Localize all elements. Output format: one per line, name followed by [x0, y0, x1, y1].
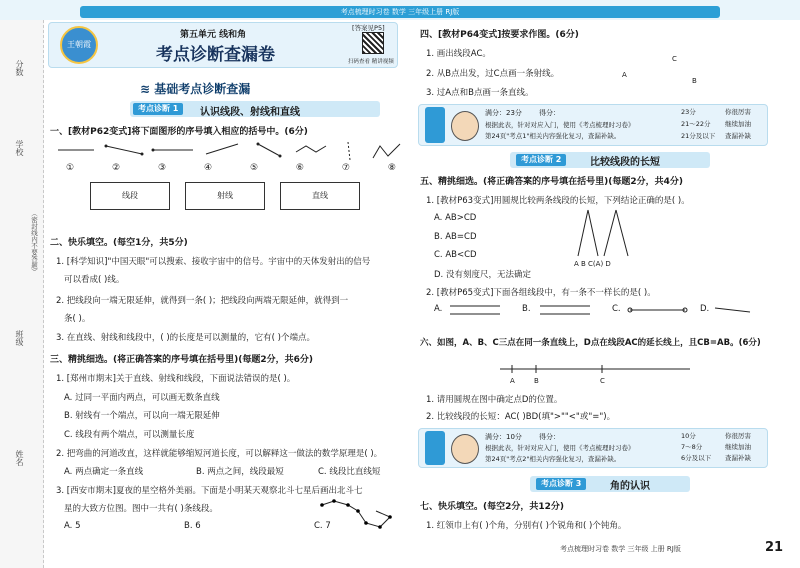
range-2: 21～22分 — [681, 120, 711, 128]
teacher-avatar — [451, 111, 479, 141]
q2-item1: 1. [科学知识]"中国天眼"可以搜索、接收宇宙中的信号。宇宙中的天体发射出的信号 — [56, 257, 371, 267]
q5-item1-d: D. 没有刻度尺，无法确定 — [434, 270, 531, 280]
promo1-text2: 第24页"考点1"相关内容强化复习，查漏补缺。 — [485, 132, 621, 140]
q6-point-b: B — [534, 377, 539, 385]
page-title: 考点诊断查漏卷 — [156, 45, 275, 65]
q5-item1-b: B. AB=CD — [434, 232, 477, 242]
range2-2: 7～8分 — [681, 443, 703, 451]
range-1: 23分 — [681, 108, 696, 116]
q7-item1: 1. 红领巾上有( )个角，分别有( )个锐角和( )个钝角。 — [426, 521, 627, 531]
range2-3: 6分及以下 — [681, 454, 712, 462]
segment-box[interactable]: 线段 — [90, 182, 170, 210]
q3-item3-cont: 星的大致方位图。图中一共有( )条线段。 — [64, 504, 218, 514]
diag2-title: 比较线段的长短 — [590, 157, 660, 168]
q6-item2: 2. 比较线段的长短：AC( )BD(填">""<"或"=")。 — [426, 412, 616, 422]
class-label: 班级 — [15, 330, 24, 346]
comment2-1: 你很厉害 — [725, 432, 751, 440]
ray-box[interactable]: 射线 — [185, 182, 265, 210]
q5-segments-figure — [450, 300, 770, 320]
name-label: 姓名 — [15, 450, 24, 466]
wave-icon: ≋ — [140, 82, 155, 96]
q3-item3: 3. [西安市期末]夏夜的星空格外美丽。下面是小明某天观察北斗七星后画出北斗七 — [56, 486, 363, 496]
q3-item3-a: A. 5 — [64, 521, 81, 531]
score-label: 分数 — [15, 60, 24, 76]
fig5-line — [258, 144, 280, 156]
q2-item2-cont: 条( )。 — [64, 314, 91, 324]
q3-item1-c: C. 线段有两个端点，可以测量长度 — [64, 430, 195, 440]
brand-logo: 王朝霞 — [60, 26, 98, 64]
q5-item1: 1. [教材P63变式]用圆规比较两条线段的长短，下列结论正确的是( )。 — [426, 196, 690, 206]
diag-badge-2 — [425, 431, 445, 465]
promo1-text: 根据此表，针对对应入门，使用《考点梳理时习卷》 — [485, 121, 635, 129]
q5-opt-a: A. — [434, 304, 443, 314]
section-title: ≋ 基础考点诊断查漏 — [140, 82, 251, 96]
page-number: 21 — [765, 540, 784, 555]
promo2-text: 根据此表，针对对应入门，使用《考点梳理时习卷》 — [485, 444, 635, 452]
fig8-line — [373, 144, 400, 158]
q3-item2-b: B. 两点之间，线段最短 — [196, 467, 284, 477]
q3-item2-a: A. 两点确定一条直线 — [64, 467, 144, 477]
q6-point-c: C — [600, 377, 605, 385]
q3-item3-b: B. 6 — [184, 521, 201, 531]
answer-ref: [答案见P5] — [352, 24, 385, 32]
comment2-2: 继续加油 — [725, 443, 751, 451]
q5-item2: 2. [教材P65变式]下面各组线段中，有一条不一样长的是( )。 — [426, 288, 656, 298]
school-label: 学校 — [15, 140, 24, 156]
qr-code[interactable] — [362, 32, 384, 54]
my-score: 得分： — [539, 109, 560, 117]
my-score-2: 得分： — [539, 433, 560, 441]
score-panel-1 — [418, 104, 768, 146]
diag3-title: 角的认识 — [610, 481, 650, 492]
diag2-tag: 考点诊断 2 — [516, 154, 566, 166]
comment2-3: 查漏补缺 — [725, 454, 751, 462]
q5-item1-c: C. AB<CD — [434, 250, 477, 260]
q3-item1: 1. [郑州市期末]关于直线、射线和线段，下面说法错误的是( )。 — [56, 374, 296, 384]
q1-figures — [58, 140, 403, 162]
q4-item2: 2. 从B点出发，过C点画一条射线。 — [426, 69, 560, 79]
full-score: 满分：23分 — [485, 109, 522, 117]
diag1-title: 认识线段、射线和直线 — [200, 107, 300, 118]
q5-opt-d: D. — [700, 304, 710, 314]
q2-item2: 2. 把线段向一端无限延伸，就得到一条( )；把线段向两端无限延伸，就得到一 — [56, 296, 349, 306]
seal-line-note: （密封线内不要答题） — [30, 210, 38, 275]
binding-margin — [0, 20, 44, 568]
big-dipper-figure — [318, 495, 398, 535]
q4-point-b: B — [692, 77, 697, 85]
comment-3: 查漏补缺 — [725, 132, 751, 140]
q4-item1: 1. 画出线段AC。 — [426, 49, 491, 59]
comment-1: 你很厉害 — [725, 108, 751, 116]
fig7-line — [348, 142, 350, 160]
qr-caption: 扫码查看 精讲视频 — [348, 59, 394, 65]
q3-title: 三、精挑细选。(将正确答案的序号填在括号里)(每题2分，共6分) — [50, 355, 313, 365]
q4-item3: 3. 过A点和B点画一条直线。 — [426, 88, 534, 98]
fig4-line — [206, 144, 238, 154]
range2-1: 10分 — [681, 432, 696, 440]
q6-title: 六、如图，A、B、C三点在同一条直线上，D点在线段AC的延长线上，且CB=AB。(6分) — [420, 338, 761, 348]
q7-title: 七、快乐填空。(每空2分，共12分) — [420, 502, 565, 512]
q2-title: 二、快乐填空。(每空1分，共5分) — [50, 238, 188, 248]
q5-opt-b: B. — [522, 304, 531, 314]
q3-item1-a: A. 过同一平面内两点，可以画无数条直线 — [64, 393, 220, 403]
q3-item2: 2. 把弯曲的河道改直，这样就能够缩短河道长度，可以解释这一做法的数学原理是( )。 — [56, 449, 383, 459]
comment-2: 继续加油 — [725, 120, 751, 128]
teacher-avatar-2 — [451, 434, 479, 464]
q4-title: 四、[教材P64变式]按要求作图。(6分) — [420, 30, 579, 40]
promo2-text2: 第24页"考点2"相关内容强化复习，查漏补缺。 — [485, 455, 621, 463]
diag-badge — [425, 107, 445, 143]
q5-title: 五、精挑细选。(将正确答案的序号填在括号里)(每题2分，共4分) — [420, 177, 683, 187]
score-panel-2 — [418, 428, 768, 468]
unit-title: 第五单元 线和角 — [180, 30, 247, 40]
diag3-tag: 考点诊断 3 — [536, 478, 586, 490]
q2-item1-cont: 可以看成( )线。 — [64, 275, 125, 285]
compass-figure — [570, 206, 640, 260]
q4-point-c: C — [672, 55, 677, 63]
q6-line-figure — [500, 362, 690, 376]
range-3: 21分及以下 — [681, 132, 716, 140]
footer-text: 考点梳理时习卷 数学 三年级 上册 RJ版 — [560, 545, 681, 553]
q6-point-a: A — [510, 377, 515, 385]
compass-labels: A B C(A) D — [574, 260, 611, 268]
q1-title: 一、[教材P62变式]将下面图形的序号填入相应的括号中。(6分) — [50, 127, 308, 137]
full-score-2: 满分：10分 — [485, 433, 522, 441]
q5-opt-c: C. — [612, 304, 621, 314]
q6-item1: 1. 请用圆规在图中确定点D的位置。 — [426, 395, 563, 405]
q3-item2-c: C. 线段比直线短 — [318, 467, 381, 477]
fig6-line — [296, 146, 326, 152]
q2-item3: 3. 在直线、射线和线段中，( )的长度是可以测量的，它有( )个端点。 — [56, 333, 315, 343]
q3-item1-b: B. 射线有一个端点，可以向一端无限延伸 — [64, 411, 220, 421]
q4-point-a: A — [622, 71, 627, 79]
fig2-line — [106, 146, 142, 154]
line-box[interactable]: 直线 — [280, 182, 360, 210]
q5-item1-a: A. AB>CD — [434, 213, 477, 223]
q3-item3-c: C. 7 — [314, 521, 331, 531]
diag1-tag: 考点诊断 1 — [133, 103, 183, 115]
q1-numbers: ① ② ③ ④ ⑤ ⑥ ⑦ ⑧ — [66, 163, 396, 173]
top-series-banner: 考点梳理时习卷 数学 三年级上册 RJ版 — [80, 6, 720, 18]
